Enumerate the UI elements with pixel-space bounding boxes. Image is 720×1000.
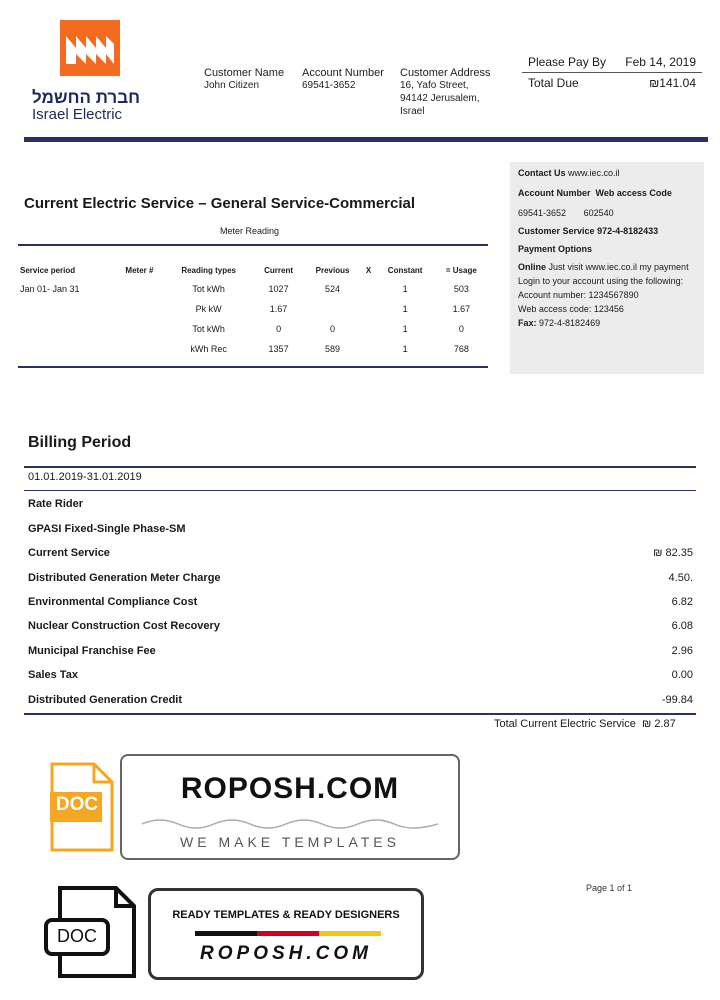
bill-line bbox=[28, 596, 693, 608]
bill-line-value: ₪ 82.35 bbox=[653, 547, 693, 559]
total-value: ₪ 2.87 bbox=[641, 718, 676, 730]
cell: kWh Rec bbox=[190, 344, 227, 354]
logo-english: Israel Electric bbox=[32, 106, 123, 123]
cell: 0 bbox=[458, 324, 464, 334]
contact-account-label: Account Number bbox=[518, 188, 591, 198]
logo-hebrew: חברת החשמל bbox=[32, 88, 140, 107]
bill-line-label: Rate Rider bbox=[28, 498, 84, 510]
pay-by-date: Feb 14, 2019 bbox=[625, 55, 696, 69]
payment-summary bbox=[522, 52, 702, 93]
doc-badge: DOC bbox=[57, 926, 97, 946]
billing-top-rule bbox=[24, 466, 696, 468]
account-number-label: Account Number bbox=[302, 67, 384, 79]
cell: Pk kW bbox=[195, 304, 222, 314]
meter-reading-label: Meter Reading bbox=[220, 226, 280, 236]
meter-reading-table bbox=[18, 262, 488, 359]
cell bbox=[115, 299, 164, 319]
flag-stripe-black bbox=[195, 931, 257, 936]
billing-period-title: Billing Period bbox=[28, 434, 132, 451]
bill-line-label: Nuclear Construction Cost Recovery bbox=[28, 620, 220, 632]
contact-web-code-label: Web access Code bbox=[595, 188, 672, 198]
cell bbox=[361, 299, 375, 319]
bill-line bbox=[28, 498, 693, 510]
account-number: 69541-3652 bbox=[302, 80, 356, 91]
bill-line bbox=[28, 694, 693, 706]
billing-period-dates: 01.01.2019-31.01.2019 bbox=[28, 471, 142, 483]
cell: 503 bbox=[453, 284, 469, 294]
cell bbox=[18, 319, 115, 339]
service-title: Current Electric Service – General Service-Commercial bbox=[24, 195, 416, 212]
pay-by-label: Please Pay By bbox=[528, 55, 607, 69]
cell bbox=[361, 279, 375, 299]
billing-bottom-rule bbox=[24, 713, 696, 715]
meter-table-header bbox=[18, 262, 488, 279]
flag-stripe-gold bbox=[319, 931, 381, 936]
customer-name-block bbox=[204, 67, 284, 92]
bill-line-label: Distributed Generation Credit bbox=[28, 694, 183, 706]
cell bbox=[18, 339, 115, 359]
cell bbox=[115, 319, 164, 339]
doc-file-icon-black bbox=[38, 884, 138, 980]
total-due-label: Total Due bbox=[528, 76, 579, 90]
roposh-banner bbox=[120, 754, 460, 860]
fax-label: Fax: bbox=[518, 318, 537, 328]
total-current-service bbox=[494, 718, 676, 730]
contact-website: www.iec.co.il bbox=[568, 168, 620, 178]
cell: 1 bbox=[402, 344, 408, 354]
cell: 1 bbox=[402, 284, 408, 294]
bill-line-value: -99.84 bbox=[661, 694, 693, 706]
header-divider bbox=[24, 137, 708, 142]
cell: Jan 01- Jan 31 bbox=[20, 284, 80, 294]
login-text: Login to your account using the following: bbox=[518, 276, 684, 286]
bill-line-value: 4.50. bbox=[668, 572, 693, 584]
col-header: Service period bbox=[20, 266, 76, 275]
address-line: 94142 Jerusalem, bbox=[400, 93, 480, 104]
col-header: Reading types bbox=[181, 266, 237, 275]
table-row bbox=[18, 279, 488, 299]
cell: Tot kWh bbox=[192, 284, 225, 294]
cell bbox=[18, 299, 115, 319]
customer-name: John Citizen bbox=[204, 80, 260, 91]
cell: 1 bbox=[402, 304, 408, 314]
customer-name-label: Customer Name bbox=[204, 67, 285, 79]
cell: 768 bbox=[453, 344, 469, 354]
bill-line-label: GPASI Fixed-Single Phase-SM bbox=[28, 523, 186, 535]
col-header: = Usage bbox=[445, 266, 477, 275]
cell: 1357 bbox=[268, 344, 289, 354]
account-number-line: Account number: 1234567890 bbox=[518, 290, 639, 300]
cell: 1027 bbox=[268, 284, 289, 294]
logo-mark bbox=[60, 20, 120, 76]
bill-line bbox=[28, 620, 693, 632]
address-line: Israel bbox=[400, 106, 425, 117]
bill-line bbox=[28, 523, 693, 535]
roposh-tagline: WE MAKE TEMPLATES bbox=[180, 834, 400, 850]
cs-phone: 972-4-8182433 bbox=[597, 226, 659, 236]
customer-address-label: Customer Address bbox=[400, 67, 491, 79]
meter-table-top-rule bbox=[18, 244, 488, 246]
contact-us-label: Contact Us bbox=[518, 168, 566, 178]
cell bbox=[304, 299, 362, 319]
total-label: Total Current Electric Service bbox=[494, 718, 636, 730]
col-header: Current bbox=[264, 266, 294, 275]
roposh-title: ROPOSH.COM bbox=[180, 772, 400, 805]
bill-line-value: 6.82 bbox=[671, 596, 693, 608]
cell: 0 bbox=[330, 324, 336, 334]
billing-period-rule bbox=[24, 490, 696, 491]
cell: 589 bbox=[325, 344, 341, 354]
cell bbox=[361, 339, 375, 359]
cell bbox=[115, 279, 164, 299]
cell: 1 bbox=[402, 324, 408, 334]
doc-file-icon-orange bbox=[50, 762, 114, 852]
bill-line-value: 2.96 bbox=[671, 645, 693, 657]
fax-number: 972-4-8182469 bbox=[539, 318, 601, 328]
bill-line-label: Distributed Generation Meter Charge bbox=[28, 572, 221, 584]
table-row bbox=[18, 339, 488, 359]
col-header: Constant bbox=[387, 266, 423, 275]
roposh-ready-line: READY TEMPLATES & READY DESIGNERS bbox=[172, 909, 400, 921]
cell: 0 bbox=[276, 324, 282, 334]
bill-line-label: Municipal Franchise Fee bbox=[28, 645, 156, 657]
bill-line-label: Environmental Compliance Cost bbox=[28, 596, 198, 608]
contact-web-code: 602540 bbox=[583, 208, 614, 218]
bill-line-label: Current Service bbox=[28, 547, 110, 559]
bill-line-label: Sales Tax bbox=[28, 669, 78, 681]
cell: 1.67 bbox=[269, 304, 288, 314]
table-row bbox=[18, 299, 488, 319]
bill-line bbox=[28, 572, 693, 584]
bill-line bbox=[28, 645, 693, 657]
wave-divider bbox=[142, 816, 438, 832]
address-line: 16, Yafo Street, bbox=[400, 80, 469, 91]
web-access-line: Web access code: 123456 bbox=[518, 304, 624, 314]
flag-stripe-red bbox=[257, 931, 319, 936]
bill-line bbox=[28, 669, 693, 681]
col-header: Meter # bbox=[125, 266, 154, 275]
bill-line bbox=[28, 547, 693, 559]
contact-panel bbox=[510, 162, 704, 374]
meter-table-bottom-rule bbox=[18, 366, 488, 368]
contact-account: 69541-3652 bbox=[518, 208, 567, 218]
online-label: Online bbox=[518, 262, 547, 272]
payment-options-label: Payment Options bbox=[518, 244, 593, 254]
col-header: Previous bbox=[315, 266, 350, 275]
cell: 524 bbox=[325, 284, 341, 294]
page-number: Page 1 of 1 bbox=[586, 883, 633, 893]
table-row bbox=[18, 319, 488, 339]
bill-line-value: 0.00 bbox=[671, 669, 693, 681]
account-number-block bbox=[302, 67, 384, 92]
roposh-banner-2 bbox=[148, 888, 424, 980]
cell: 1.67 bbox=[452, 304, 471, 314]
doc-badge: DOC bbox=[55, 794, 99, 815]
cell bbox=[361, 319, 375, 339]
roposh-title-2: ROPOSH.COM bbox=[200, 943, 372, 964]
bill-line-value: 6.08 bbox=[671, 620, 693, 632]
online-text: Just visit www.iec.co.il my payment bbox=[548, 262, 689, 272]
cell: Tot kWh bbox=[192, 324, 225, 334]
cs-label: Customer Service bbox=[518, 226, 595, 236]
col-header: X bbox=[365, 266, 372, 275]
cell bbox=[115, 339, 164, 359]
total-due-value: ₪141.04 bbox=[649, 76, 696, 90]
customer-address-block bbox=[400, 67, 490, 118]
